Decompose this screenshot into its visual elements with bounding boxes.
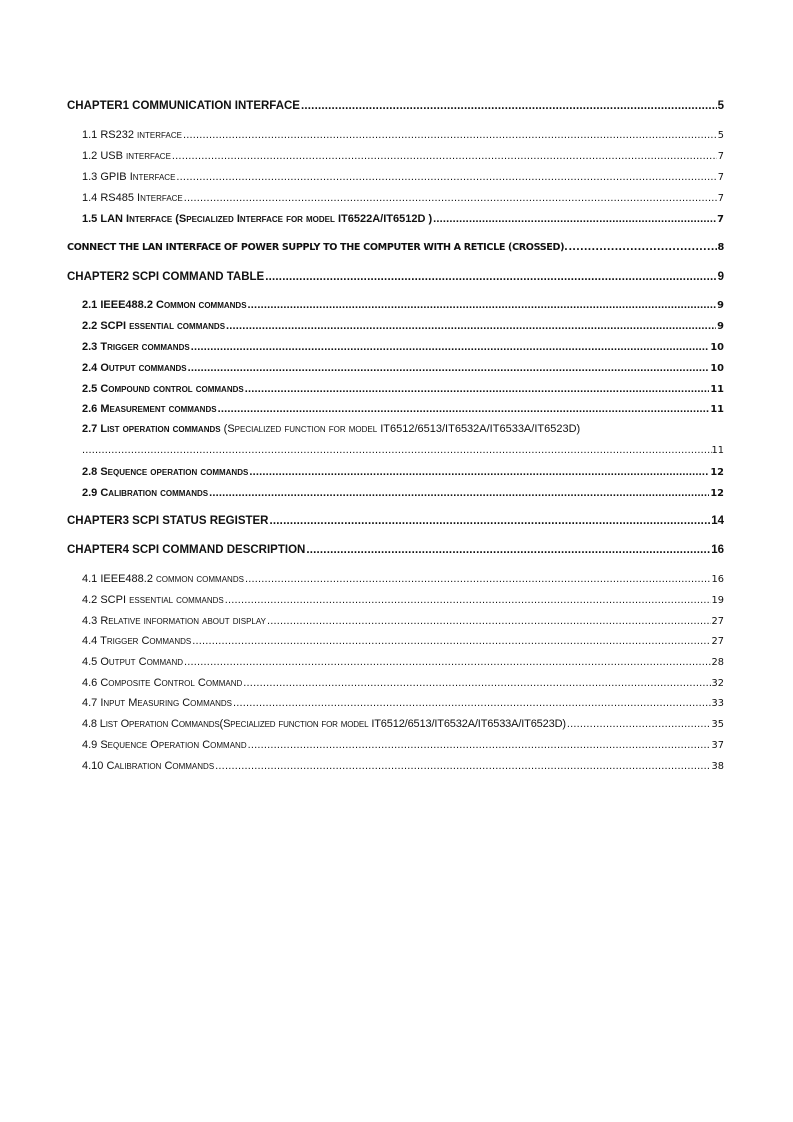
toc-title: 2.5 Compound control commands [82,383,244,395]
toc-section-4-2[interactable] [82,593,724,608]
toc-page-number: 27 [711,636,724,647]
toc-section-2-8[interactable] [82,465,724,480]
toc-title: 1.5 LAN Interface (Specialized Interface for model IT6522A/IT6512D ) [82,213,433,225]
toc-section-4-4[interactable] [82,634,724,649]
dot-leader [267,614,711,628]
toc-title: 4.10 Calibration Commands [82,760,215,772]
toc-section-4-7[interactable] [82,696,724,711]
dot-leader [245,572,711,586]
toc-section-2-4[interactable] [82,361,724,376]
toc-page-number: 27 [711,616,724,627]
dot-leader [568,241,716,255]
toc-page-number: 7 [717,151,724,162]
toc-section-2-6[interactable] [82,402,724,417]
toc-page-number: 14 [711,515,724,527]
toc-page-number: 11 [711,445,724,456]
toc-title: 2.3 Trigger commands [82,341,190,353]
dot-leader [306,543,710,557]
toc-title: 2.2 SCPI essential commands [82,320,226,332]
toc-title: CHAPTER4 SCPI COMMAND DESCRIPTION [67,544,306,556]
toc-title: 4.4 Trigger Commands [82,635,192,647]
toc-section-4-9[interactable] [82,738,724,753]
toc-page-number: 33 [711,698,724,709]
dot-leader [301,99,717,113]
toc-page-number: 5 [717,100,724,112]
toc-page-number: 8 [717,242,724,253]
toc-title: 4.1 IEEE488.2 common commands [82,573,244,585]
toc-page-number: 9 [717,300,724,311]
toc-section-2-2[interactable] [82,319,724,334]
toc-section-4-6[interactable] [82,676,724,691]
dot-leader [218,402,710,416]
toc-title: 4.8 List Operation Commands(Specialized function for model IT6512/6513/IT6532A/IT6533A/IT6523D) [82,718,566,730]
dot-leader [172,149,717,163]
toc-page-number: 7 [717,172,724,183]
toc-title: CONNECT THE LAN INTERFACE OF POWER SUPPLY TO THE COMPUTER WITH A RETICLE (CROSSED). [67,242,568,253]
toc-page-number: 9 [717,321,724,332]
toc-title: 4.6 Composite Control Command [82,677,243,689]
toc-page-number: 10 [710,342,724,353]
toc-title: 4.5 Output Command [82,656,184,668]
toc-page-number: 35 [711,719,724,730]
dot-leader [184,191,717,205]
toc-title-bold: 2.7 List operation commands [82,423,221,435]
dot-leader [270,514,711,528]
toc-page-number: 7 [717,193,724,204]
dot-leader [433,212,716,226]
toc-section-2-9[interactable] [82,486,724,501]
toc-page-number: 10 [710,363,724,374]
toc-section-1-1[interactable] [82,128,724,143]
dot-leader [245,382,710,396]
toc-page-number: 16 [711,574,724,585]
toc-section-2-3[interactable] [82,340,724,355]
toc-page-number: 16 [711,544,724,556]
toc-page-number: 11 [710,404,724,415]
toc-title: 2.1 IEEE488.2 Common commands [82,299,247,311]
toc-section-1-2[interactable] [82,149,724,164]
toc-title: 2.9 Calibration commands [82,487,209,499]
dot-leader [226,319,716,333]
toc-page-number: 38 [711,761,724,772]
toc-page-number: 9 [717,271,724,283]
toc-title: 2.4 Output commands [82,362,187,374]
toc-chapter-1[interactable] [67,99,724,113]
dot-leader [82,443,712,457]
toc-section-4-3[interactable] [82,614,724,629]
toc-title: 2.8 Sequence operation commands [82,466,249,478]
dot-leader [265,270,716,284]
toc-section-1-4[interactable] [82,191,724,206]
toc-title-rest: (Specialized function for model IT6512/6513/IT6532A/IT6533A/IT6523D) [220,423,581,435]
toc-title: 1.4 RS485 Interface [82,192,183,204]
dot-leader [184,655,711,669]
dot-leader [209,486,709,500]
toc-page-number: 37 [711,740,724,751]
toc-page-number: 11 [710,384,724,395]
dot-leader [225,593,711,607]
toc-chapter-3[interactable] [67,514,724,528]
toc-page-number: 32 [711,678,724,689]
toc-title: CHAPTER2 SCPI COMMAND TABLE [67,271,265,283]
dot-leader [215,759,710,773]
toc-title: 1.2 USB interface [82,150,171,162]
toc-title: 4.3 Relative information about display [82,615,266,627]
dot-leader [192,634,710,648]
toc-title: 4.9 Sequence Operation Command [82,739,247,751]
toc-title: 1.3 GPIB Interface [82,171,176,183]
toc-title: 2.6 Measurement commands [82,403,217,415]
toc-page-number: 12 [710,467,724,478]
toc-page-number: 7 [717,214,724,225]
toc-section-2-1[interactable] [82,298,724,313]
dot-leader [191,340,710,354]
toc-chapter-4[interactable] [67,543,724,557]
dot-leader [249,465,709,479]
dot-leader [183,128,717,142]
toc-section-1-5[interactable] [82,212,724,227]
dot-leader [188,361,710,375]
toc-page-number: 5 [717,130,724,141]
toc-title: CHAPTER1 COMMUNICATION INTERFACE [67,100,300,112]
dot-leader [233,696,711,710]
toc-page-number: 12 [710,488,724,499]
toc-section-4-1[interactable] [82,572,724,587]
toc-section-2-7-continuation[interactable] [82,443,724,458]
toc-section-4-5[interactable] [82,655,724,670]
dot-leader [248,738,711,752]
toc-title: 1.1 RS232 interface [82,129,182,141]
dot-leader [176,170,716,184]
toc-section-4-8[interactable] [82,717,724,732]
toc-title: 4.7 Input Measuring Commands [82,697,232,709]
toc-title: 4.2 SCPI essential commands [82,594,224,606]
toc-chapter-2[interactable] [67,270,724,284]
toc-section-2-7[interactable] [82,422,580,436]
toc-connect-lan-entry[interactable] [67,241,724,255]
dot-leader [243,676,710,690]
toc-section-4-10[interactable] [82,759,724,774]
toc-section-2-5[interactable] [82,382,724,397]
toc-title: CHAPTER3 SCPI STATUS REGISTER [67,515,269,527]
dot-leader [248,298,717,312]
dot-leader [567,717,711,731]
toc-page-number: 28 [711,657,724,668]
toc-page-number: 19 [711,595,724,606]
toc-section-1-3[interactable] [82,170,724,185]
